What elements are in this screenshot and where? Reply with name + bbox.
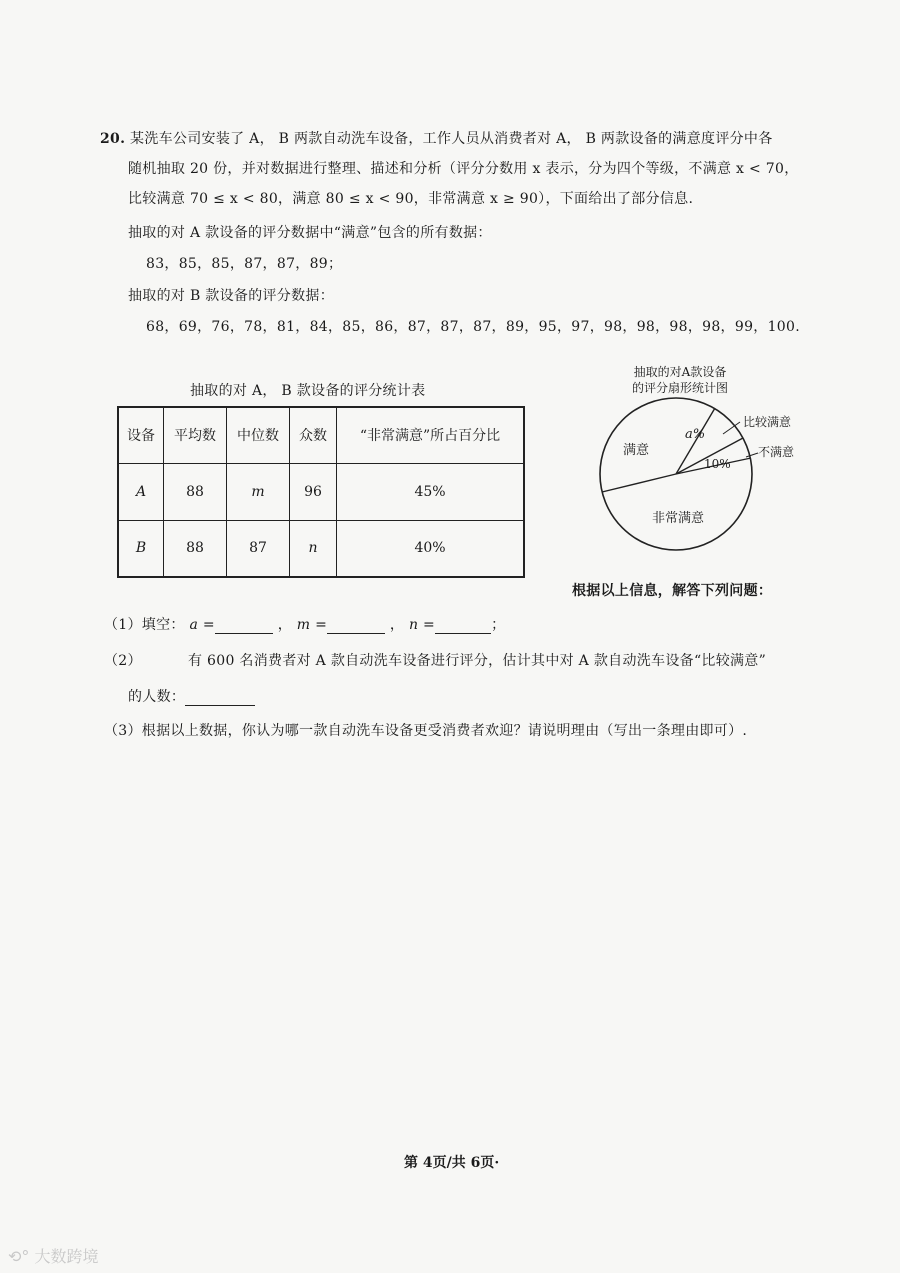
part-2-label: （2） <box>104 653 142 669</box>
question-number: 20. <box>100 131 126 147</box>
cell-device: A <box>118 463 164 520</box>
blank-a[interactable] <box>215 619 273 634</box>
question-line-2: 随机抽取 20 份，并对数据进行整理、描述和分析（评分分数用 x 表示，分为四个等级，不满意 x < 70， <box>128 161 799 177</box>
cell-mean: 88 <box>164 463 227 520</box>
part-2-tail <box>128 686 255 706</box>
slice-label-relatively-satisfied: 比较满意 <box>743 415 792 429</box>
question-text-1: 某洗车公司安装了 A， B 两款自动洗车设备，工作人员从消费者对 A， B 两款设备的满意度评分中各 <box>130 131 773 147</box>
table-title: 抽取的对 A， B 款设备的评分统计表 <box>190 383 426 399</box>
cell-percent: 45% <box>337 463 525 520</box>
a-data-values: 83，85，85，87，87，89； <box>146 256 343 272</box>
prompt-text: 根据以上信息，解答下列问题： <box>572 583 773 599</box>
b-data-intro: 抽取的对 B 款设备的评分数据： <box>128 288 334 304</box>
part-1: （1）填空： a = ， m = ， n = ； <box>104 617 506 633</box>
blank-count[interactable] <box>185 691 255 706</box>
table-row <box>118 520 524 577</box>
part-1-n: n = <box>408 617 436 633</box>
cell-mean: 88 <box>164 520 227 577</box>
table-header-row <box>118 407 524 463</box>
cell-median: 87 <box>227 520 290 577</box>
pie-title-line-1: 抽取的对A款设备 <box>633 365 727 379</box>
stats-table <box>117 406 525 578</box>
page-footer: 第 4页/共 6页· <box>404 1155 500 1171</box>
slice-label-a: a% <box>685 427 706 442</box>
header-percent: “非常满意”所占百分比 <box>337 407 525 463</box>
pie-svg <box>580 362 820 562</box>
part-2-text: 有 600 名消费者对 A 款自动洗车设备进行评分，估计其中对 A 款自动洗车设备“比较满意” <box>188 653 767 669</box>
cell-mode: n <box>290 520 337 577</box>
slice-label-very-satisfied: 非常满意 <box>652 511 705 526</box>
table-row <box>118 463 524 520</box>
part-1-a: a = <box>189 617 215 633</box>
cell-device: B <box>118 520 164 577</box>
header-mean: 平均数 <box>164 407 227 463</box>
watermark-logo-icon: ⟲° <box>8 1247 30 1266</box>
header-device: 设备 <box>118 407 164 463</box>
question-line-1 <box>100 128 773 148</box>
slice-label-unsatisfied: 不满意 <box>758 445 795 459</box>
blank-m[interactable] <box>327 619 385 634</box>
blank-n[interactable] <box>435 619 491 634</box>
part-1-end: ； <box>491 617 506 633</box>
question-line-3: 比较满意 70 ≤ x < 80，满意 80 ≤ x < 90，非常满意 x ≥ 90），下面给出了部分信息. <box>128 191 694 207</box>
pie-title-line-2: 的评分扇形统计图 <box>631 381 728 395</box>
header-mode: 众数 <box>290 407 337 463</box>
a-data-intro: 抽取的对 A 款设备的评分数据中“满意”包含的所有数据： <box>128 225 492 241</box>
part-2-tail-text: 的人数： <box>128 689 186 705</box>
leader-line-2 <box>746 453 758 457</box>
part-1-label: （1）填空： <box>104 617 185 633</box>
header-median: 中位数 <box>227 407 290 463</box>
watermark-text: 大数跨境 <box>34 1247 99 1266</box>
part-3-text: （3）根据以上数据，你认为哪一款自动洗车设备更受消费者欢迎？请说明理由（写出一条理由即可）. <box>104 723 748 739</box>
cell-mode: 96 <box>290 463 337 520</box>
slice-label-10: 10% <box>704 457 731 471</box>
pie-divider-4 <box>602 474 676 492</box>
watermark <box>8 1244 99 1267</box>
b-data-values: 68，69，76，78，81，84，85，86，87，87，87，89，95，97，98，98，98，98，99，100. <box>146 319 800 335</box>
part-1-m: m = <box>296 617 328 633</box>
cell-median: m <box>227 463 290 520</box>
cell-percent: 40% <box>337 520 525 577</box>
slice-label-satisfied: 满意 <box>623 443 650 458</box>
pie-chart <box>580 362 820 562</box>
